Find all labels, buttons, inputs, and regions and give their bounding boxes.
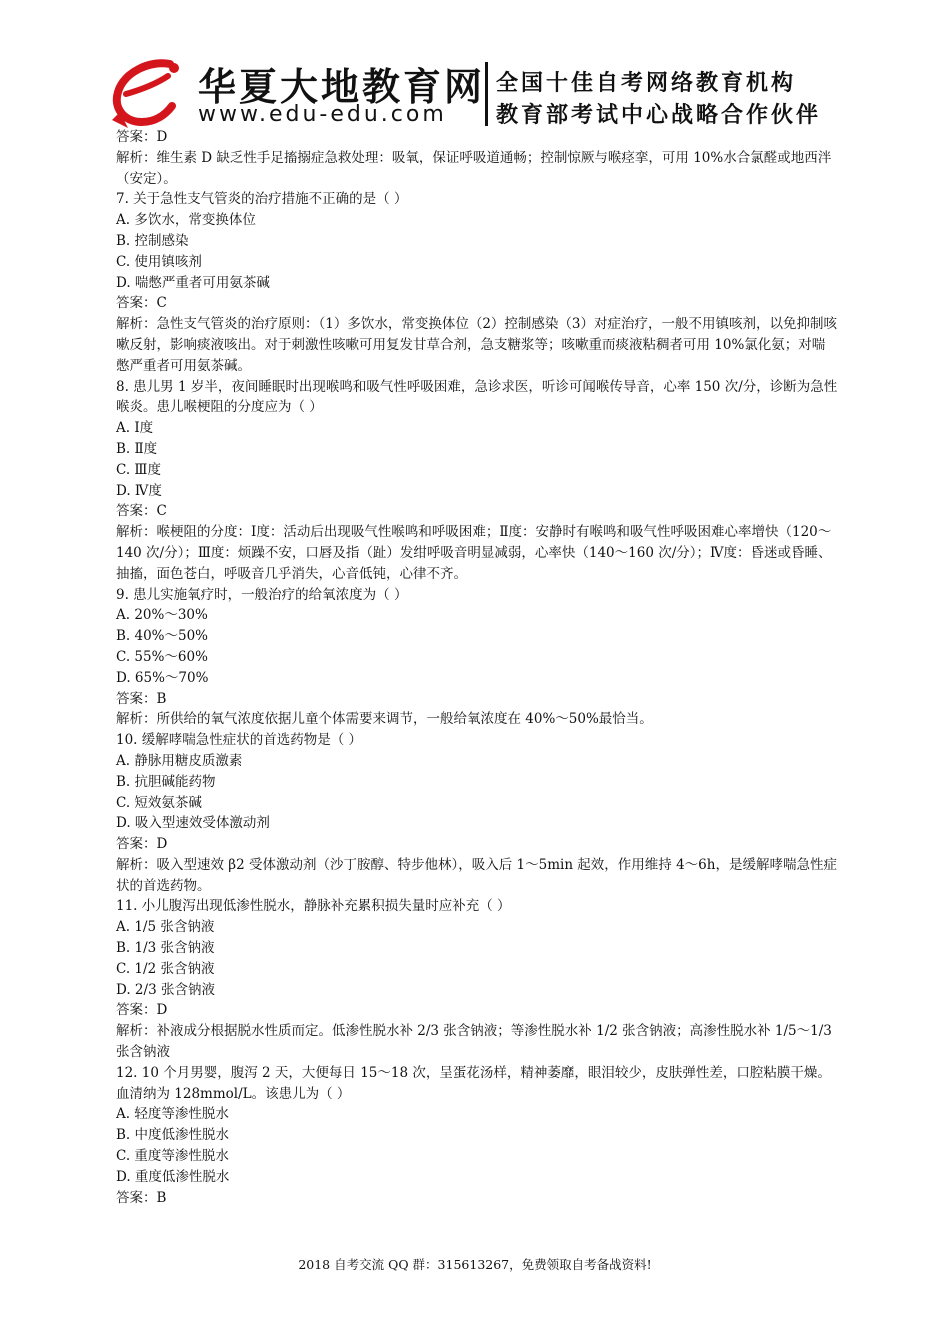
option-d: D. 吸入型速效受体激动剂 <box>116 815 270 832</box>
option-d: D. Ⅳ度 <box>116 482 162 499</box>
option-d: D. 喘憋严重者可用氨茶碱 <box>116 274 270 291</box>
explanation: 解析：补液成分根据脱水性质而定。低渗性脱水补 2/3 张含钠液；等渗性脱水补 1/2 张含钠液；高渗性脱水补 1/5～1/3 张含钠液 <box>116 1023 832 1061</box>
page-footer: 2018 自考交流 QQ 群：315613267，免费领取自考备战资料! <box>298 1257 652 1272</box>
answer: 答案：C <box>116 295 167 312</box>
option-b: B. Ⅱ度 <box>116 440 158 457</box>
brand-name: 华夏大地教育网 <box>198 65 486 109</box>
explanation: 解析：急性支气管炎的治疗原则：（1）多饮水，常变换体位（2）控制感染（3）对症治疗，一般不用镇咳剂，以免抑制咳嗽反射，影响痰液咳出。对于刺激性咳嗽可用复发甘草合剂，急支糖浆等；咳嗽重而痰液粘稠者可用 10%氯化氨；对喘憋严重者可用氨茶碱。 <box>116 316 838 374</box>
answer: 答案：B <box>116 690 167 707</box>
option-c: C. 1/2 张含钠液 <box>116 960 215 977</box>
option-b: B. 控制感染 <box>116 232 189 249</box>
option-c: C. 55%～60% <box>116 648 208 665</box>
answer: 答案：D <box>116 836 168 853</box>
question-10: 10. 缓解哮喘急性症状的首选药物是（ ） <box>116 732 363 749</box>
option-b: B. 抗胆碱能药物 <box>116 773 216 790</box>
document-body <box>116 127 838 1208</box>
option-b: B. 中度低渗性脱水 <box>116 1127 230 1144</box>
question-7: 7. 关于急性支气管炎的治疗措施不正确的是（ ） <box>116 191 408 208</box>
edu-logo-icon <box>110 58 188 130</box>
explanation: 解析：喉梗阻的分度：Ⅰ度：活动后出现吸气性喉鸣和呼吸困难；Ⅱ度：安静时有喉鸣和吸气性呼吸困难心率增快（120～140 次/分）；Ⅲ度：烦躁不安，口唇及指（趾）发绀呼吸音明显减弱，心率快（140～160 次/分）；Ⅳ度：昏迷或昏睡、抽搐，面色苍白，呼吸音几乎消失，心音低钝，心律不齐。 <box>116 524 832 582</box>
option-a: A. Ⅰ度 <box>116 420 154 437</box>
option-c: C. 使用镇咳剂 <box>116 253 202 270</box>
option-a: A. 多饮水，常变换体位 <box>116 212 256 229</box>
question-9: 9. 患儿实施氧疗时，一般治疗的给氧浓度为（ ） <box>116 586 408 603</box>
page-header <box>110 52 850 132</box>
answer: 答案：B <box>116 1189 167 1206</box>
option-a: A. 1/5 张含钠液 <box>116 919 215 936</box>
question-8: 8. 患儿男 1 岁半，夜间睡眠时出现喉鸣和吸气性呼吸困难，急诊求医，听诊可闻喉传导音，心率 150 次/分，诊断为急性喉炎。患儿喉梗阻的分度应为（ ） <box>116 378 838 416</box>
option-a: A. 轻度等渗性脱水 <box>116 1106 229 1123</box>
explanation: 解析：吸入型速效 β2 受体激动剂（沙丁胺醇、特步他林），吸入后 1～5min 起效，作用维持 4～6h，是缓解哮喘急性症状的首选药物。 <box>116 856 837 894</box>
option-d: D. 65%～70% <box>116 669 209 686</box>
header-divider <box>485 62 488 126</box>
answer: 答案：D <box>116 129 168 145</box>
slogan-line-1: 全国十佳自考网络教育机构 <box>496 71 797 96</box>
option-b: B. 40%～50% <box>116 628 209 645</box>
option-d: D. 2/3 张含钠液 <box>116 981 215 998</box>
option-a: A. 20%～30% <box>116 607 208 624</box>
explanation: 解析：所供给的氧气浓度依据儿童个体需要来调节，一般给氧浓度在 40%～50%最恰当。 <box>116 711 653 728</box>
option-a: A. 静脉用糖皮质激素 <box>116 752 243 769</box>
option-d: D. 重度低渗性脱水 <box>116 1168 230 1185</box>
slogan-line-2: 教育部考试中心战略合作伙伴 <box>496 103 822 128</box>
option-c: C. 短效氨茶碱 <box>116 794 202 811</box>
option-c: C. Ⅲ度 <box>116 461 161 478</box>
option-b: B. 1/3 张含钠液 <box>116 940 215 957</box>
brand-url: www.edu-edu.com <box>198 102 447 127</box>
question-11: 11. 小儿腹泻出现低渗性脱水，静脉补充累积损失量时应补充（ ） <box>116 898 511 915</box>
explanation: 解析：维生素 D 缺乏性手足搐搦症急救处理：吸氧，保证呼吸道通畅；控制惊厥与喉痉挛，可用 10%水合氯醛或地西泮（安定）。 <box>116 149 832 187</box>
question-12: 12. 10 个月男婴，腹泻 2 天，大便每日 15～18 次，呈蛋花汤样，精神萎靡，眼泪较少，皮肤弹性差，口腔粘膜干燥。血清纳为 128mmol/L。该患儿为（ ） <box>116 1064 831 1102</box>
answer: 答案：C <box>116 503 167 520</box>
answer: 答案：D <box>116 1002 168 1019</box>
option-c: C. 重度等渗性脱水 <box>116 1148 229 1165</box>
